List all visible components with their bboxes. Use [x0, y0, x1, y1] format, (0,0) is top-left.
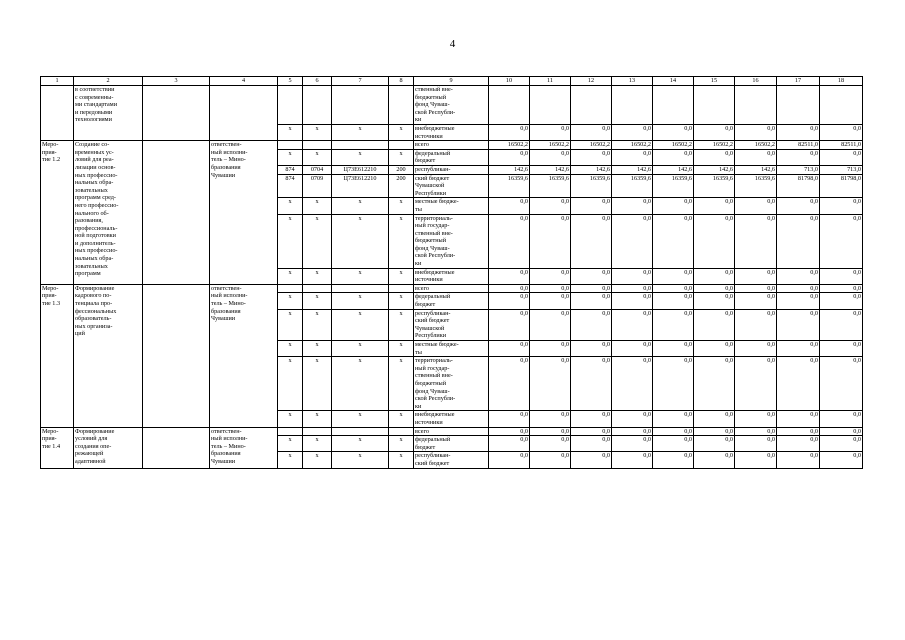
budget-code-cell — [303, 427, 332, 436]
amount-cell: 0,0 — [489, 452, 530, 468]
budget-code-cell — [389, 427, 414, 436]
amount-cell: 81798,0 — [777, 174, 820, 198]
amount-cell: 0,0 — [820, 198, 863, 214]
budget-code-cell: 200 — [389, 174, 414, 198]
measure-label: Меро- прия- тие 1.4 — [41, 427, 74, 468]
budget-code-cell: 874 — [278, 174, 303, 198]
amount-cell: 0,0 — [777, 309, 820, 340]
amount-cell: 0,0 — [530, 214, 571, 268]
amount-cell: 0,0 — [489, 357, 530, 411]
amount-cell: 0,0 — [694, 452, 735, 468]
budget-code-cell: х — [332, 309, 389, 340]
amount-cell: 0,0 — [489, 427, 530, 436]
budget-code-cell: х — [332, 124, 389, 140]
amount-cell: 0,0 — [653, 411, 694, 427]
budget-code-cell — [332, 141, 389, 150]
amount-cell: 0,0 — [612, 284, 653, 293]
amount-cell: 0,0 — [694, 411, 735, 427]
amount-cell — [653, 86, 694, 125]
amount-cell: 0,0 — [571, 452, 612, 468]
amount-cell: 16359,6 — [735, 174, 777, 198]
column-header: 13 — [612, 77, 653, 86]
amount-cell: 0,0 — [612, 214, 653, 268]
budget-code-cell: х — [332, 341, 389, 357]
budget-code-cell: 0704 — [303, 165, 332, 174]
measure-name: Формирование кадрового по- тенциала про- фессиональных образователь- ных организа- ций — [74, 284, 143, 427]
amount-cell: 0,0 — [735, 124, 777, 140]
amount-cell: 0,0 — [489, 149, 530, 165]
amount-cell: 16359,6 — [694, 174, 735, 198]
amount-cell: 0,0 — [530, 284, 571, 293]
amount-cell: 0,0 — [820, 293, 863, 309]
amount-cell: 0,0 — [820, 149, 863, 165]
budget-code-cell — [303, 141, 332, 150]
amount-cell: 0,0 — [777, 268, 820, 284]
budget-code-cell: х — [332, 293, 389, 309]
budget-code-cell: х — [332, 198, 389, 214]
amount-cell — [694, 86, 735, 125]
column-header: 7 — [332, 77, 389, 86]
amount-cell: 0,0 — [530, 124, 571, 140]
amount-cell: 0,0 — [820, 452, 863, 468]
amount-cell: 0,0 — [694, 284, 735, 293]
budget-code-cell: Ц73Е612210 — [332, 174, 389, 198]
amount-cell: 0,0 — [694, 293, 735, 309]
budget-code-cell: 200 — [389, 165, 414, 174]
amount-cell: 0,0 — [571, 284, 612, 293]
budget-code-cell: х — [303, 149, 332, 165]
column-header: 18 — [820, 77, 863, 86]
amount-cell: 0,0 — [735, 357, 777, 411]
amount-cell: 0,0 — [694, 214, 735, 268]
amount-cell: 16502,2 — [612, 141, 653, 150]
amount-cell: 0,0 — [735, 268, 777, 284]
column-header: 1 — [41, 77, 74, 86]
budget-code-cell: х — [389, 309, 414, 340]
column-header: 6 — [303, 77, 332, 86]
amount-cell: 0,0 — [694, 427, 735, 436]
amount-cell: 0,0 — [612, 436, 653, 452]
amount-cell: 0,0 — [530, 436, 571, 452]
amount-cell: 0,0 — [571, 268, 612, 284]
amount-cell: 0,0 — [694, 198, 735, 214]
budget-code-cell — [332, 284, 389, 293]
amount-cell: 0,0 — [653, 357, 694, 411]
amount-cell: 0,0 — [694, 124, 735, 140]
amount-cell: 0,0 — [489, 341, 530, 357]
amount-cell: 0,0 — [735, 293, 777, 309]
amount-cell: 0,0 — [735, 452, 777, 468]
budget-code-cell: х — [303, 341, 332, 357]
budget-row — [41, 86, 863, 125]
budget-code-cell: х — [303, 293, 332, 309]
budget-code-cell: х — [278, 341, 303, 357]
budget-row — [41, 284, 863, 293]
budget-code-cell: х — [303, 309, 332, 340]
amount-cell: 16359,6 — [612, 174, 653, 198]
budget-code-cell — [389, 284, 414, 293]
amount-cell: 0,0 — [571, 198, 612, 214]
column-header: 2 — [74, 77, 143, 86]
column-header: 8 — [389, 77, 414, 86]
budget-row — [41, 141, 863, 150]
funding-source: всего — [414, 141, 489, 150]
amount-cell: 0,0 — [820, 436, 863, 452]
amount-cell: 0,0 — [612, 427, 653, 436]
funding-source: внебюджетные источники — [414, 124, 489, 140]
amount-cell: 0,0 — [777, 436, 820, 452]
funding-source: всего — [414, 284, 489, 293]
amount-cell: 0,0 — [735, 284, 777, 293]
budget-code-cell: х — [278, 149, 303, 165]
budget-code-cell: х — [389, 341, 414, 357]
amount-cell: 0,0 — [653, 341, 694, 357]
amount-cell: 82511,0 — [777, 141, 820, 150]
column-header: 3 — [143, 77, 210, 86]
budget-code-cell: х — [303, 268, 332, 284]
amount-cell: 0,0 — [489, 411, 530, 427]
amount-cell: 0,0 — [612, 341, 653, 357]
budget-code-cell: х — [278, 436, 303, 452]
amount-cell: 0,0 — [777, 198, 820, 214]
amount-cell: 0,0 — [735, 214, 777, 268]
budget-code-cell: х — [389, 411, 414, 427]
budget-code-cell — [278, 141, 303, 150]
budget-code-cell: х — [389, 198, 414, 214]
budget-code-cell: х — [278, 124, 303, 140]
budget-code-cell: Ц73Е612210 — [332, 165, 389, 174]
amount-cell: 0,0 — [612, 149, 653, 165]
budget-code-cell: х — [389, 214, 414, 268]
budget-code-cell: х — [332, 452, 389, 468]
amount-cell: 16359,6 — [571, 174, 612, 198]
column-header: 16 — [735, 77, 777, 86]
column-header: 4 — [210, 77, 278, 86]
amount-cell: 0,0 — [777, 427, 820, 436]
amount-cell: 142,6 — [694, 165, 735, 174]
amount-cell: 0,0 — [530, 198, 571, 214]
amount-cell: 0,0 — [571, 411, 612, 427]
amount-cell: 0,0 — [820, 124, 863, 140]
amount-cell: 0,0 — [777, 124, 820, 140]
amount-cell: 142,6 — [735, 165, 777, 174]
amount-cell: 0,0 — [820, 341, 863, 357]
amount-cell: 0,0 — [694, 341, 735, 357]
amount-cell: 0,0 — [735, 427, 777, 436]
amount-cell: 0,0 — [653, 198, 694, 214]
amount-cell: 0,0 — [489, 284, 530, 293]
amount-cell — [777, 86, 820, 125]
amount-cell: 0,0 — [653, 436, 694, 452]
amount-cell: 0,0 — [530, 149, 571, 165]
responsible-executor: ответствен- ный исполни- тель – Мино- бразования Чувашии — [210, 427, 278, 468]
budget-code-cell: х — [278, 214, 303, 268]
budget-code-cell: х — [389, 149, 414, 165]
amount-cell: 0,0 — [489, 309, 530, 340]
amount-cell: 0,0 — [571, 214, 612, 268]
budget-code-cell: х — [389, 268, 414, 284]
amount-cell: 0,0 — [612, 357, 653, 411]
amount-cell: 0,0 — [612, 124, 653, 140]
column-header: 17 — [777, 77, 820, 86]
budget-code-cell: х — [278, 452, 303, 468]
budget-code-cell: х — [332, 268, 389, 284]
amount-cell: 0,0 — [489, 198, 530, 214]
budget-code-cell: х — [389, 124, 414, 140]
funding-source: республикан- ский бюджет — [414, 452, 489, 468]
budget-row — [41, 427, 863, 436]
amount-cell: 0,0 — [735, 149, 777, 165]
amount-cell: 0,0 — [653, 452, 694, 468]
amount-cell: 0,0 — [653, 293, 694, 309]
budget-code-cell: х — [332, 214, 389, 268]
amount-cell: 0,0 — [653, 124, 694, 140]
budget-code-cell: х — [303, 357, 332, 411]
amount-cell: 0,0 — [735, 198, 777, 214]
amount-cell: 0,0 — [489, 268, 530, 284]
header-row — [41, 77, 863, 86]
amount-cell: 0,0 — [653, 268, 694, 284]
funding-source: федеральный бюджет — [414, 293, 489, 309]
responsible-executor: ответствен- ный исполни- тель – Мино- бразования Чувашии — [210, 141, 278, 285]
budget-code-cell — [389, 141, 414, 150]
amount-cell: 0,0 — [694, 357, 735, 411]
column-header: 5 — [278, 77, 303, 86]
amount-cell: 0,0 — [612, 309, 653, 340]
amount-cell: 713,0 — [820, 165, 863, 174]
amount-cell: 142,6 — [571, 165, 612, 174]
amount-cell: 0,0 — [820, 411, 863, 427]
funding-source: федеральный бюджет — [414, 149, 489, 165]
funding-source: ственный вне- бюджетный фонд Чуваш- ской Республи- ки — [414, 86, 489, 125]
amount-cell: 0,0 — [653, 149, 694, 165]
column-header: 14 — [653, 77, 694, 86]
budget-code-cell: х — [332, 436, 389, 452]
amount-cell: 0,0 — [571, 341, 612, 357]
amount-cell: 16359,6 — [530, 174, 571, 198]
amount-cell: 0,0 — [694, 149, 735, 165]
amount-cell: 0,0 — [777, 214, 820, 268]
amount-cell: 16502,2 — [694, 141, 735, 150]
funding-source: территориаль- ный государ- ственный вне- бюджетный фонд Чуваш- ской Республи- ки — [414, 357, 489, 411]
budget-code-cell: х — [389, 293, 414, 309]
amount-cell: 0,0 — [489, 293, 530, 309]
amount-cell: 0,0 — [735, 341, 777, 357]
responsible-executor — [210, 86, 278, 141]
amount-cell: 0,0 — [530, 411, 571, 427]
budget-code-cell: х — [332, 357, 389, 411]
amount-cell — [571, 86, 612, 125]
budget-code-cell: х — [303, 124, 332, 140]
budget-code-cell: х — [303, 452, 332, 468]
funding-source: внебюджетные источники — [414, 411, 489, 427]
amount-cell — [530, 86, 571, 125]
budget-code-cell: х — [389, 436, 414, 452]
amount-cell: 81798,0 — [820, 174, 863, 198]
amount-cell: 0,0 — [571, 149, 612, 165]
budget-code-cell — [278, 427, 303, 436]
amount-cell: 0,0 — [612, 268, 653, 284]
budget-code-cell — [303, 284, 332, 293]
responsible-executor: ответствен- ный исполни- тель – Мино- бразования Чувашии — [210, 284, 278, 427]
budget-code-cell — [303, 86, 332, 125]
budget-code-cell: х — [278, 357, 303, 411]
funding-source: федеральный бюджет — [414, 436, 489, 452]
budget-code-cell: х — [332, 411, 389, 427]
amount-cell: 0,0 — [820, 309, 863, 340]
amount-cell: 0,0 — [820, 357, 863, 411]
funding-source: внебюджетные источники — [414, 268, 489, 284]
funding-source: республикан- ский бюджет Чувашской Республики — [414, 309, 489, 340]
amount-cell: 0,0 — [820, 427, 863, 436]
amount-cell: 0,0 — [820, 214, 863, 268]
column-header: 10 — [489, 77, 530, 86]
amount-cell: 0,0 — [530, 427, 571, 436]
amount-cell: 0,0 — [612, 411, 653, 427]
amount-cell: 0,0 — [489, 124, 530, 140]
amount-cell: 0,0 — [489, 214, 530, 268]
budget-code-cell: х — [303, 436, 332, 452]
amount-cell — [735, 86, 777, 125]
budget-code-cell: х — [278, 309, 303, 340]
amount-cell — [820, 86, 863, 125]
budget-code-cell: х — [332, 149, 389, 165]
amount-cell: 0,0 — [612, 452, 653, 468]
amount-cell: 82511,0 — [820, 141, 863, 150]
amount-cell: 142,6 — [653, 165, 694, 174]
funding-source: территориаль- ный государ- ственный вне- бюджетный фонд Чуваш- ской Республи- ки — [414, 214, 489, 268]
amount-cell — [612, 86, 653, 125]
amount-cell: 16502,2 — [735, 141, 777, 150]
budget-code-cell — [389, 86, 414, 125]
amount-cell: 0,0 — [571, 427, 612, 436]
amount-cell: 0,0 — [735, 411, 777, 427]
amount-cell: 142,6 — [489, 165, 530, 174]
amount-cell: 0,0 — [777, 284, 820, 293]
amount-cell: 16502,2 — [530, 141, 571, 150]
funding-source: всего — [414, 427, 489, 436]
amount-cell: 0,0 — [820, 268, 863, 284]
amount-cell: 0,0 — [489, 436, 530, 452]
page-number: 4 — [449, 38, 456, 50]
amount-cell: 0,0 — [777, 341, 820, 357]
amount-cell: 0,0 — [571, 436, 612, 452]
column-header: 12 — [571, 77, 612, 86]
amount-cell: 142,6 — [612, 165, 653, 174]
amount-cell: 0,0 — [653, 284, 694, 293]
amount-cell — [489, 86, 530, 125]
column-header: 11 — [530, 77, 571, 86]
amount-cell: 0,0 — [530, 341, 571, 357]
budget-code-cell: х — [389, 357, 414, 411]
budget-code-cell: х — [278, 293, 303, 309]
amount-cell: 16502,2 — [489, 141, 530, 150]
funding-source: местные бюдже- ты — [414, 341, 489, 357]
amount-cell: 0,0 — [530, 309, 571, 340]
amount-cell: 0,0 — [530, 452, 571, 468]
budget-code-cell: х — [303, 411, 332, 427]
amount-cell: 16359,6 — [653, 174, 694, 198]
funding-source: ский бюджет Чувашской Республики — [414, 174, 489, 198]
funding-source: республикан- — [414, 165, 489, 174]
empty-cell — [143, 86, 210, 141]
measure-name: Создание со- временных ус- ловий для реа- лизации основ- ных профессио- нальных обра- зовательных программ сред- него профессио- нального об- разования, профессиональ- ной подготовки и дополнитель- ных профессио- нальных обра- зовательных программ — [74, 141, 143, 285]
budget-code-cell: х — [278, 411, 303, 427]
amount-cell: 0,0 — [777, 411, 820, 427]
amount-cell: 0,0 — [777, 149, 820, 165]
budget-code-cell: х — [303, 214, 332, 268]
amount-cell: 0,0 — [571, 293, 612, 309]
budget-code-cell: х — [278, 198, 303, 214]
amount-cell: 0,0 — [571, 357, 612, 411]
amount-cell: 142,6 — [530, 165, 571, 174]
measure-label — [41, 86, 74, 141]
budget-code-cell: 0709 — [303, 174, 332, 198]
measure-label: Меро- прия- тие 1.3 — [41, 284, 74, 427]
column-header: 15 — [694, 77, 735, 86]
amount-cell: 0,0 — [530, 293, 571, 309]
budget-code-cell — [278, 284, 303, 293]
amount-cell: 0,0 — [612, 198, 653, 214]
amount-cell: 16502,2 — [571, 141, 612, 150]
measure-name: в соответствии с современны- ми стандартами и передовыми технологиями — [74, 86, 143, 141]
amount-cell: 0,0 — [777, 452, 820, 468]
amount-cell: 0,0 — [777, 357, 820, 411]
amount-cell: 16359,6 — [489, 174, 530, 198]
amount-cell: 0,0 — [653, 427, 694, 436]
budget-code-cell — [332, 427, 389, 436]
amount-cell: 0,0 — [530, 268, 571, 284]
budget-code-cell: х — [303, 198, 332, 214]
amount-cell: 0,0 — [694, 436, 735, 452]
empty-cell — [143, 284, 210, 427]
column-header: 9 — [414, 77, 489, 86]
amount-cell: 0,0 — [735, 309, 777, 340]
empty-cell — [143, 141, 210, 285]
budget-code-cell: 874 — [278, 165, 303, 174]
amount-cell: 16502,2 — [653, 141, 694, 150]
amount-cell: 0,0 — [530, 357, 571, 411]
amount-cell: 0,0 — [571, 309, 612, 340]
funding-source: местные бюдже- ты — [414, 198, 489, 214]
amount-cell: 0,0 — [653, 309, 694, 340]
budget-code-cell — [278, 86, 303, 125]
amount-cell: 0,0 — [694, 309, 735, 340]
budget-code-cell: х — [389, 452, 414, 468]
budget-table — [40, 76, 863, 469]
amount-cell: 713,0 — [777, 165, 820, 174]
budget-code-cell: х — [278, 268, 303, 284]
amount-cell: 0,0 — [571, 124, 612, 140]
amount-cell: 0,0 — [777, 293, 820, 309]
budget-code-cell — [332, 86, 389, 125]
measure-label: Меро- прия- тие 1.2 — [41, 141, 74, 285]
empty-cell — [143, 427, 210, 468]
amount-cell: 0,0 — [653, 214, 694, 268]
amount-cell: 0,0 — [612, 293, 653, 309]
amount-cell: 0,0 — [694, 268, 735, 284]
amount-cell: 0,0 — [735, 436, 777, 452]
measure-name: Формирование условий для создания опе- режающей адаптивной — [74, 427, 143, 468]
amount-cell: 0,0 — [820, 284, 863, 293]
